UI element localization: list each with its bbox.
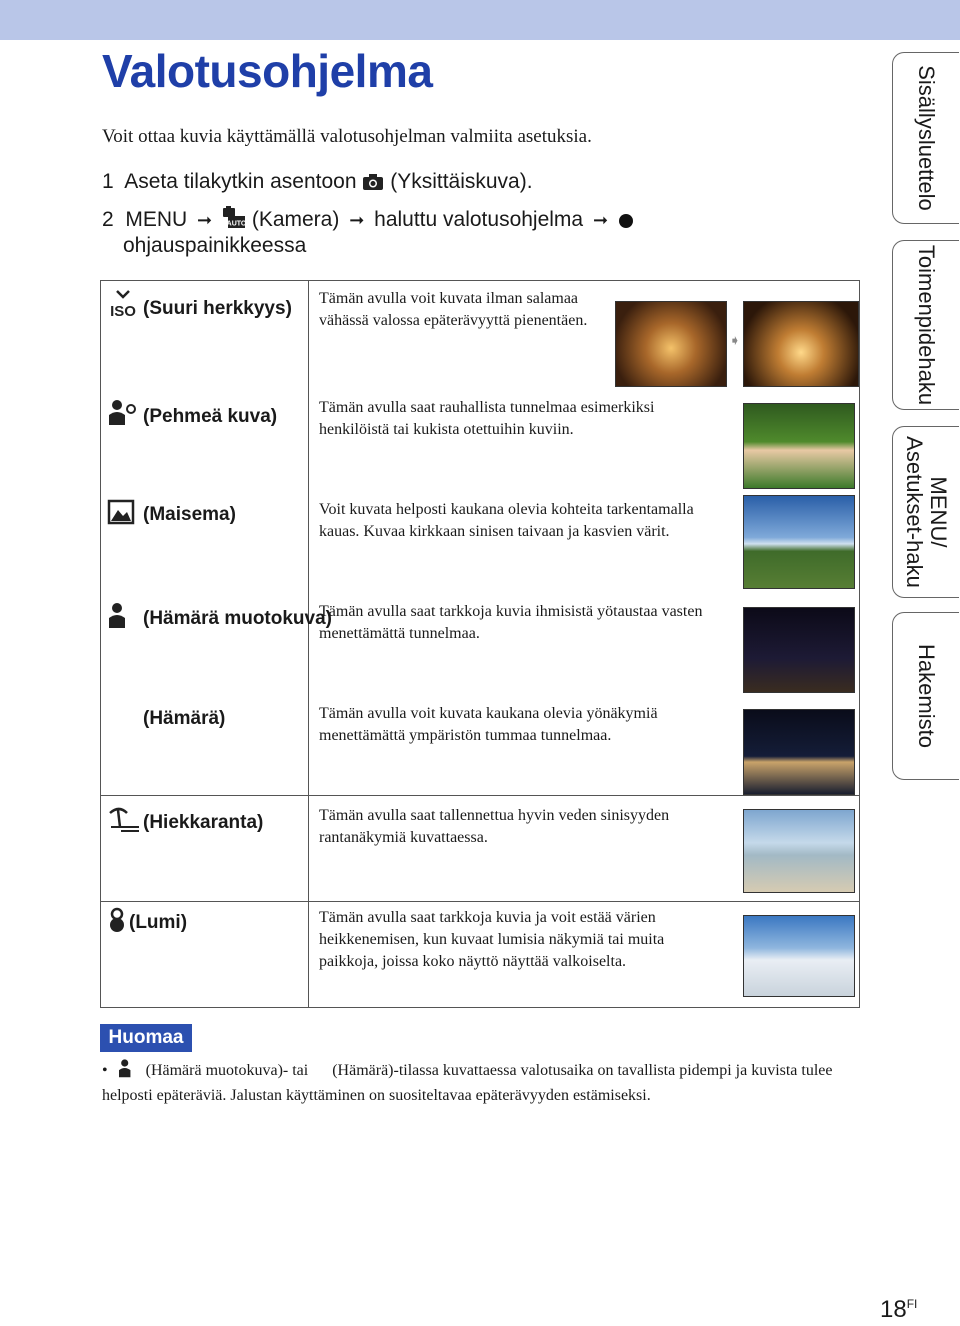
snow-icon	[107, 907, 129, 940]
camera-auto-icon	[222, 205, 246, 235]
intro-text: Voit ottaa kuvia käyttämällä valotusohjelman valmiita asetuksia.	[102, 126, 592, 147]
step-text: Aseta tilakytkin asentoon	[124, 170, 357, 193]
arrow-right-icon: ➞	[592, 210, 609, 230]
note-badge: Huomaa	[100, 1024, 192, 1052]
svg-text:AUTO: AUTO	[226, 220, 246, 228]
side-navigation-tabs	[892, 0, 960, 1326]
beach-photo	[743, 809, 855, 893]
top-header-bar	[0, 0, 960, 40]
table-column-divider	[308, 281, 309, 1007]
mode-label-landscape: (Maisema)	[107, 499, 236, 532]
step-number: 1	[102, 170, 114, 193]
camera-icon	[362, 173, 384, 197]
tab-table-of-contents[interactable]: Sisällysluettelo	[892, 52, 959, 224]
mode-desc-high-sensitivity: Tämän avulla voit kuvata ilman salamaa vähässä valossa epäterävyyttä pienentäen.	[319, 290, 588, 329]
sharp-party-photo	[743, 301, 859, 387]
mode-desc-beach: Tämän avulla saat tallennettua hyvin veden sinisyyden rantanäkymiä kuvattaessa.	[319, 807, 670, 846]
mode-desc-twilight-portrait: Tämän avulla saat tarkkoja kuvia ihmisistä yötaustaa vasten menettämättä tunnelmaa.	[319, 603, 703, 642]
twilight-moon-icon	[107, 703, 143, 736]
night-bridge-photo	[743, 709, 855, 795]
svg-text:ISO: ISO	[110, 303, 136, 319]
step-text: haluttu valotusohjelma	[374, 208, 584, 231]
arrow-right-icon: ➞	[349, 210, 365, 230]
mode-label-beach: (Hiekkaranta)	[107, 805, 263, 840]
boy-portrait-photo	[743, 403, 855, 489]
beach-icon	[107, 805, 143, 840]
mode-label-high-sensitivity: ISO (Suuri herkkyys)	[107, 289, 292, 326]
blurred-party-photo	[615, 301, 727, 387]
note-text: • (Hämärä muotokuva)- tai (Hämärä)-tilassa kuvattaessa valotusaika on tavallista pidempi ja kuvista tulee helposti epäteräviä. Jalustan käyttäminen on suositeltavaa epäterävyyden estämiseksi.	[102, 1058, 842, 1107]
night-portrait-photo	[743, 607, 855, 693]
tab-operation-search[interactable]: Toimenpidehaku	[892, 240, 959, 410]
step-2-continued: ohjauspainikkeessa	[123, 234, 307, 257]
mode-desc-snow: Tämän avulla saat tarkkoja kuvia ja voit estää värien heikkenemisen, kun kuvaat lumisia näkymiä tai muita paikkoja, joissa koko näyttö näyttää valkoiselta.	[319, 909, 665, 970]
center-button-icon	[618, 211, 634, 235]
step-2	[102, 205, 634, 235]
landscape-icon	[107, 499, 143, 532]
mode-label-snow: (Lumi)	[107, 907, 187, 940]
table-divider	[101, 901, 859, 902]
mode-label-twilight: (Hämärä)	[107, 703, 225, 736]
page-number: $18^{FI}$	[880, 1296, 918, 1323]
snow-gondola-photo	[743, 915, 855, 997]
menu-label: MENU	[125, 208, 188, 231]
step-number: 2	[102, 208, 114, 231]
landscape-photo	[743, 495, 855, 589]
tab-index[interactable]: Hakemisto	[892, 612, 959, 780]
bullet: •	[102, 1062, 108, 1079]
twilight-moon-icon	[312, 1060, 328, 1085]
step-text-end: (Yksittäiskuva).	[390, 170, 533, 193]
step-1	[102, 170, 533, 197]
camera-label: (Kamera)	[251, 208, 340, 231]
soft-snap-portrait-icon	[107, 397, 143, 434]
twilight-portrait-icon	[107, 601, 143, 636]
mode-label-twilight-portrait: (Hämärä muotokuva)	[107, 601, 332, 636]
mode-label-soft-snap: (Pehmeä kuva)	[107, 397, 277, 434]
page-title: Valotusohjelma	[102, 45, 433, 97]
mode-desc-soft-snap: Tämän avulla saat rauhallista tunnelmaa esimerkiksi henkilöistä tai kukista otettuihin kuviin.	[319, 399, 655, 438]
high-sensitivity-iso-icon	[107, 289, 143, 326]
menu-settings-tab-label: MENU/ Asetukset-haku	[902, 436, 951, 588]
table-divider	[101, 795, 859, 796]
arrow-right-icon: ➞	[197, 210, 213, 230]
scene-mode-table	[100, 280, 860, 1008]
mode-desc-twilight: Tämän avulla voit kuvata kaukana olevia yönäkymiä menettämättä ympäristön tummaa tunnelmaa.	[319, 705, 658, 744]
comparison-arrow-icon: ➧	[729, 334, 741, 349]
tab-menu-settings-search[interactable]	[892, 426, 959, 598]
twilight-portrait-icon	[116, 1058, 142, 1085]
mode-desc-landscape: Voit kuvata helposti kaukana olevia kohteita tarkentamalla kauas. Kuvaa kirkkaan sinisen taivaan ja kasvien värit.	[319, 501, 694, 540]
